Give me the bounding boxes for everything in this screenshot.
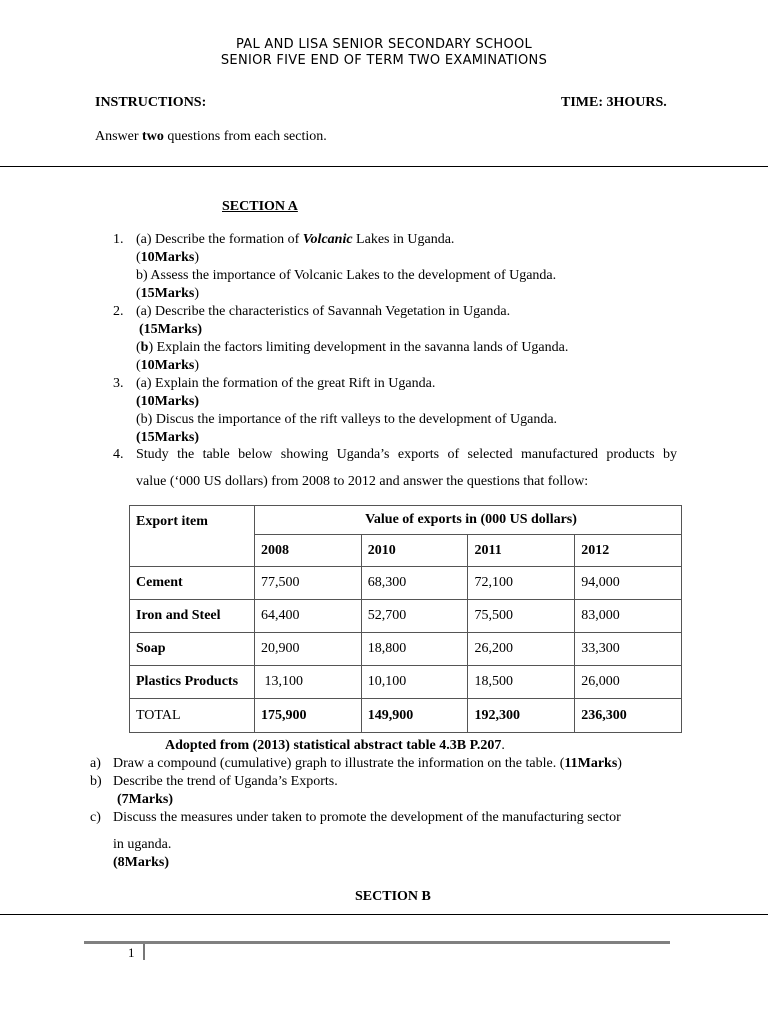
question-2b: (b) Explain the factors limiting development in the savanna lands of Uganda. <box>136 340 569 355</box>
table-total-cell: 175,900 <box>255 699 362 733</box>
question-2-number: 2. <box>113 304 124 319</box>
table-header-row <box>130 506 682 535</box>
question-1a-marks: (10Marks) <box>136 250 200 265</box>
question-2b-marks: (10Marks) <box>136 358 200 373</box>
table-cell: 94,000 <box>575 567 682 600</box>
table-total-label: TOTAL <box>130 699 255 733</box>
table-total-cell: 149,900 <box>361 699 468 733</box>
question-3b-marks: (15Marks) <box>136 430 199 445</box>
question-4b: Describe the trend of Uganda’s Exports. <box>113 774 338 789</box>
question-1a: (a) Describe the formation of Volcanic Lakes in Uganda. <box>136 232 455 247</box>
table-cell: 18,500 <box>468 666 575 699</box>
exam-title: SENIOR FIVE END OF TERM TWO EXAMINATIONS <box>220 53 548 68</box>
instructions-label: INSTRUCTIONS: <box>95 95 207 110</box>
question-3b: (b) Discus the importance of the rift valleys to the development of Uganda. <box>136 412 558 427</box>
table-cell: 13,100 <box>255 666 362 699</box>
answer-instruction: Answer two questions from each section. <box>95 129 327 144</box>
table-year: 2008 <box>255 535 362 567</box>
table-cell: 75,500 <box>468 600 575 633</box>
question-4c: Discuss the measures under taken to promote the development of the manufacturing sector <box>113 810 621 825</box>
section-divider <box>0 914 768 915</box>
exports-table <box>129 505 682 733</box>
table-cell: 20,900 <box>255 633 362 666</box>
table-row <box>130 633 682 666</box>
question-2a-marks: (15Marks) <box>139 322 202 337</box>
table-row <box>130 567 682 600</box>
table-cell: 18,800 <box>361 633 468 666</box>
table-cell: 83,000 <box>575 600 682 633</box>
question-4a: Draw a compound (cumulative) graph to illustrate the information on the table. (11Marks) <box>113 756 622 771</box>
page-number: 1 <box>128 945 135 960</box>
table-cell: 33,300 <box>575 633 682 666</box>
question-4b-label: b) <box>90 774 102 789</box>
page-number-bar <box>143 944 145 960</box>
table-cell: 26,200 <box>468 633 575 666</box>
table-header-value: Value of exports in (000 US dollars) <box>255 506 682 535</box>
question-4b-marks: (7Marks) <box>117 792 173 807</box>
table-header-item: Export item <box>130 506 255 567</box>
table-year: 2012 <box>575 535 682 567</box>
table-cell: 52,700 <box>361 600 468 633</box>
time-label: TIME: 3HOURS. <box>561 95 667 110</box>
table-total-row <box>130 699 682 733</box>
question-4-line-2: value (‘000 US dollars) from 2008 to 2012 and answer the questions that follow: <box>136 474 589 489</box>
question-4c-marks: (8Marks) <box>113 855 169 870</box>
table-cell: 77,500 <box>255 567 362 600</box>
table-source: Adopted from (2013) statistical abstract table 4.3B P.207. <box>165 738 505 753</box>
table-cell: 72,100 <box>468 567 575 600</box>
table-cell: 64,400 <box>255 600 362 633</box>
question-1-number: 1. <box>113 232 124 247</box>
table-row-item: Cement <box>130 567 255 600</box>
question-4a-label: a) <box>90 756 101 771</box>
question-4c-label: c) <box>90 810 101 825</box>
school-name: PAL AND LISA SENIOR SECONDARY SCHOOL <box>235 37 533 52</box>
question-4c-cont: in uganda. <box>113 837 172 852</box>
table-year: 2010 <box>361 535 468 567</box>
question-4-line-1: Study the table below showing Uganda’s exports of selected manufactured products by <box>136 447 677 462</box>
table-row-item: Soap <box>130 633 255 666</box>
footer-rule <box>84 941 670 944</box>
section-a-title: SECTION A <box>222 199 298 214</box>
question-4-number: 4. <box>113 447 124 462</box>
section-b-title: SECTION B <box>355 889 431 904</box>
table-cell: 10,100 <box>361 666 468 699</box>
question-1b: b) Assess the importance of Volcanic Lakes to the development of Uganda. <box>136 268 557 283</box>
table-cell: 26,000 <box>575 666 682 699</box>
table-row <box>130 600 682 633</box>
table-row <box>130 666 682 699</box>
table-row-item: Plastics Products <box>130 666 255 699</box>
table-total-cell: 236,300 <box>575 699 682 733</box>
question-3-number: 3. <box>113 376 124 391</box>
question-3a-marks: (10Marks) <box>136 394 199 409</box>
table-cell: 68,300 <box>361 567 468 600</box>
question-3a: (a) Explain the formation of the great Rift in Uganda. <box>136 376 436 391</box>
header-divider <box>0 166 768 167</box>
table-total-cell: 192,300 <box>468 699 575 733</box>
table-row-item: Iron and Steel <box>130 600 255 633</box>
question-1b-marks: (15Marks) <box>136 286 200 301</box>
table-year: 2011 <box>468 535 575 567</box>
question-2a: (a) Describe the characteristics of Savannah Vegetation in Uganda. <box>136 304 511 319</box>
